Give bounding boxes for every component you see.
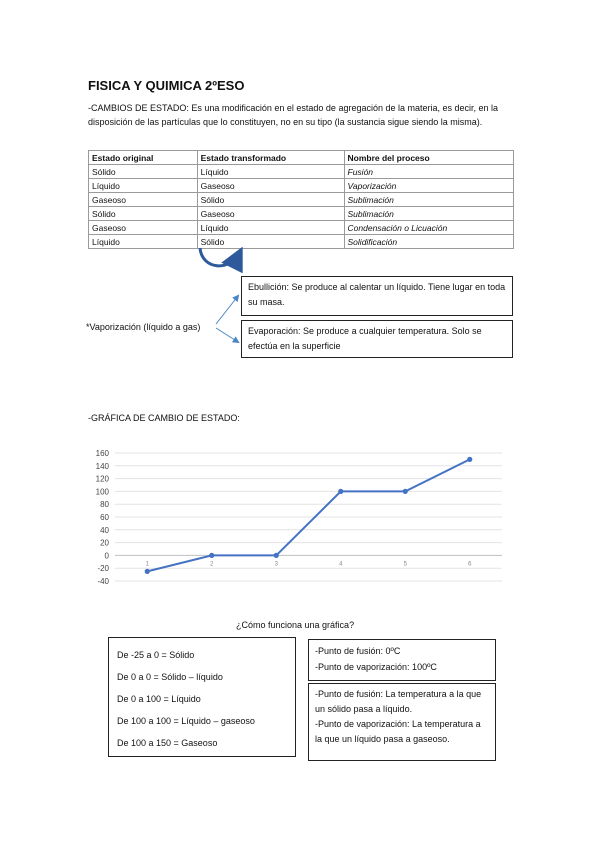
state-change-chart xyxy=(90,445,510,595)
cell-original: Sólido xyxy=(89,207,198,221)
data-point xyxy=(467,457,472,462)
range-item: De 0 a 0 = Sólido – líquido xyxy=(117,672,223,682)
curved-arrow-icon xyxy=(200,248,240,266)
x-tick-label: 2 xyxy=(210,561,214,568)
cell-transformed: Líquido xyxy=(197,165,344,179)
x-tick-label: 3 xyxy=(274,561,278,568)
evaporacion-text: Evaporación: Se produce a cualquier temperatura. Solo se efectúa en la superficie xyxy=(248,326,482,351)
fusion-definition: -Punto de fusión: La temperatura a la que un sólido pasa a líquido. xyxy=(315,689,482,714)
cell-transformed: Gaseoso xyxy=(197,179,344,193)
connector-line-top xyxy=(216,296,238,324)
data-point xyxy=(338,489,343,494)
cell-original: Sólido xyxy=(89,165,198,179)
vaporization-point: -Punto de vaporización: 100ºC xyxy=(315,662,437,672)
cell-process: Fusión xyxy=(344,165,513,179)
y-tick-label: 140 xyxy=(95,461,109,471)
cell-original: Gaseoso xyxy=(89,193,198,207)
y-tick-label: 60 xyxy=(100,513,109,522)
cell-original: Gaseoso xyxy=(89,221,198,235)
cell-process: Vaporización xyxy=(344,179,513,193)
data-point xyxy=(403,489,408,494)
chart-question: ¿Cómo funciona una gráfica? xyxy=(236,620,355,630)
range-item: De -25 a 0 = Sólido xyxy=(117,650,195,660)
y-tick-label: 160 xyxy=(95,449,109,458)
intro-paragraph: -CAMBIOS DE ESTADO: Es una modificación en el estado de agregación de la materia, es decir, en la disposición de las partículas que lo constituyen, no en su tipo (la sustancia sigue siendo la misma). xyxy=(88,103,499,127)
evaporacion-box xyxy=(241,320,513,358)
y-tick-label: 100 xyxy=(95,487,109,497)
header-transformed: Estado transformado xyxy=(197,151,344,165)
y-tick-label: 0 xyxy=(104,551,109,561)
cell-process: Solidificación xyxy=(344,235,513,249)
cell-original: Líquido xyxy=(89,235,198,249)
page-title: FISICA Y QUIMICA 2ºESO xyxy=(88,78,245,93)
cell-process: Condensación o Licuación xyxy=(344,221,513,235)
cell-transformed: Líquido xyxy=(197,221,344,235)
connector-line-bottom xyxy=(216,328,238,342)
data-point xyxy=(209,553,214,558)
fusion-point: -Punto de fusión: 0ºC xyxy=(315,646,401,656)
header-original: Estado original xyxy=(89,151,198,165)
y-tick-label: -20 xyxy=(97,564,109,574)
data-point xyxy=(274,553,279,558)
cell-transformed: Sólido xyxy=(197,235,344,249)
y-tick-label: 80 xyxy=(100,500,109,510)
cell-process: Sublimación xyxy=(344,207,513,221)
section-heading: -GRÁFICA DE CAMBIO DE ESTADO: xyxy=(88,413,240,423)
points-box xyxy=(308,639,496,681)
x-tick-label: 6 xyxy=(468,561,472,568)
vaporization-label: *Vaporización (líquido a gas) xyxy=(86,322,201,332)
series-line xyxy=(147,459,470,571)
definitions-box xyxy=(308,683,496,761)
x-tick-label: 4 xyxy=(339,561,343,568)
y-tick-label: 120 xyxy=(95,474,109,484)
ebullicion-box xyxy=(241,276,513,316)
cell-original: Líquido xyxy=(89,179,198,193)
header-process: Nombre del proceso xyxy=(344,151,513,165)
range-item: De 100 a 150 = Gaseoso xyxy=(117,738,218,748)
data-point xyxy=(145,569,150,574)
x-tick-label: 5 xyxy=(403,561,407,568)
cell-transformed: Gaseoso xyxy=(197,207,344,221)
range-item: De 100 a 100 = Líquido – gaseoso xyxy=(117,716,255,726)
ranges-box xyxy=(108,637,296,757)
y-tick-label: -40 xyxy=(97,577,109,586)
vaporization-definition: -Punto de vaporización: La temperatura a la que un líquido pasa a gaseoso. xyxy=(315,719,481,744)
y-tick-label: 40 xyxy=(100,525,109,535)
y-tick-label: 20 xyxy=(100,538,109,548)
range-item: De 0 a 100 = Líquido xyxy=(117,694,201,704)
x-tick-label: 1 xyxy=(145,561,149,568)
cell-transformed: Sólido xyxy=(197,193,344,207)
cell-process: Sublimación xyxy=(344,193,513,207)
ebullicion-text: Ebullición: Se produce al calentar un líquido. Tiene lugar en toda su masa. xyxy=(248,282,506,307)
